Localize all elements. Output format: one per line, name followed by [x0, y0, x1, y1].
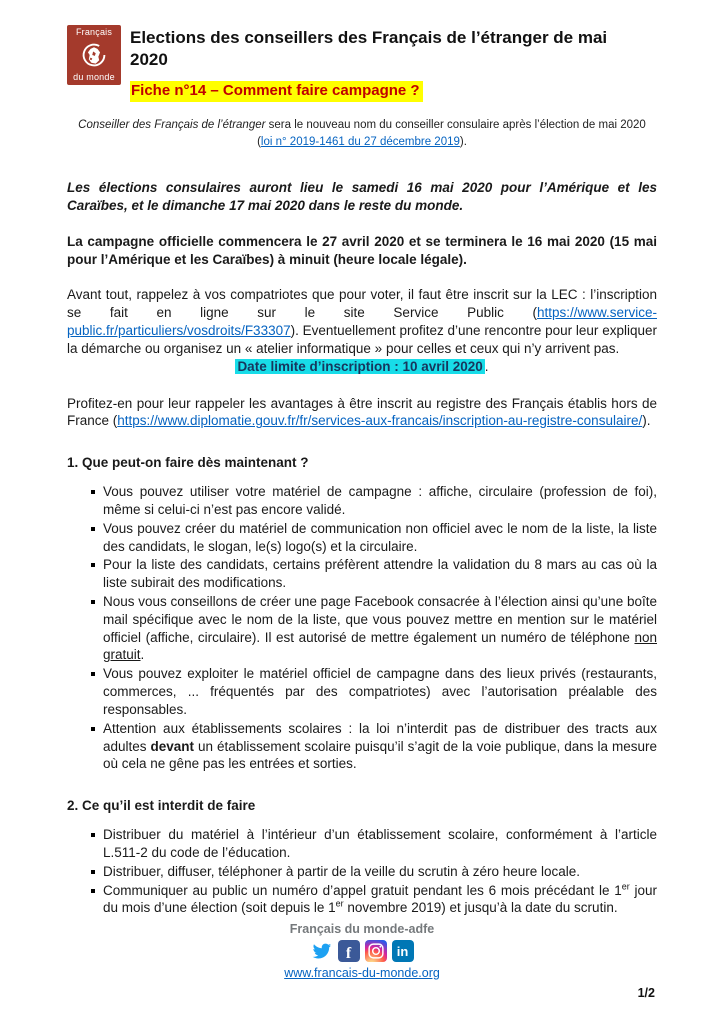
subtitle-paren-close: ). [459, 135, 467, 148]
list-item-text: Nous vous conseillons de créer une page Facebook consacrée à l’élection ainsi qu’une boîte mail spécifique avec le nom de la liste, que vous pouvez mettre en mention sur le matériel officiel (affiche, circulaire). Il est autorisé de mettre également un numéro de téléphone [103, 594, 657, 645]
deadline-line [67, 358, 657, 376]
p3-text: Avant tout, rappelez à vos compatriotes que pour voter, il faut être inscrit sur la LEC : l’inscription se fait en ligne sur le site Service Public ( [67, 287, 657, 321]
dates-paragraph: Les élections consulaires auront lieu le samedi 16 mai 2020 pour l’Amérique et les Caraïbes, et le dimanche 17 mai 2020 dans le reste du monde. [67, 180, 657, 214]
francais-du-monde-logo [67, 25, 121, 85]
list-item-text: Vous pouvez créer du matériel de communication non officiel avec le nom de la liste, la liste des candidats, le slogan, le(s) logo(s) et la circulaire. [103, 520, 657, 554]
linkedin-glyph: in [396, 943, 409, 959]
list-item-text: Pour la liste des candidats, certains préfèrent attendre la validation du 8 mars au cas où la liste subirait des modifications. [103, 557, 657, 591]
list-item-text: Distribuer, diffuser, téléphoner à partir de la veille du scrutin à zéro heure locale. [103, 863, 581, 879]
list-item-text: jour du mois d’une élection (soit depuis le 1 [103, 882, 658, 916]
voter-registration-paragraph [67, 286, 657, 357]
list-item-text: un établissement scolaire puisqu’il s’agit de la voie publique, dans la mesure où cela ne gêne pas les entrées et sorties. [103, 738, 657, 772]
document-header [67, 25, 657, 102]
p3-text-after: ). Eventuellement profitez d’une rencontre pour leur expliquer la démarche ou organisez un « atelier informatique » pour celles et ceux qui n’y arrivent pas. [67, 323, 657, 356]
list-item [91, 520, 657, 556]
footer-org-name: Français du monde-adfe [289, 922, 435, 936]
section2-list [91, 826, 657, 917]
list-item-text: . [140, 647, 145, 663]
superscript: er [621, 881, 630, 892]
subtitle-paren: ( [257, 135, 261, 148]
subtitle-line1 [67, 117, 657, 134]
list-item [91, 720, 657, 773]
logo-text-bottom: du monde [73, 72, 115, 82]
p4-text: Profitez-en pour leur rappeler les avantages à être inscrit au registre des Français établis hors de France ( [67, 395, 657, 429]
list-item-text: novembre 2019) et jusqu’à la date du scrutin. [343, 900, 618, 916]
subtitle-line2 [67, 134, 657, 151]
deadline-highlight: Date limite d’inscription : 10 avril 2020 [237, 358, 483, 374]
list-item [91, 826, 657, 862]
list-item [91, 882, 657, 918]
list-item-text: Communiquer au public un numéro d’appel gratuit pendant les 6 mois précédant le 1 [103, 882, 622, 898]
campaign-period-paragraph: La campagne officielle commencera le 27 avril 2020 et se terminera le 16 mai 2020 (15 mai pour l’Amérique et les Caraïbes) à minuit (heure locale légale). [67, 233, 657, 267]
list-item [91, 863, 657, 881]
p4-text-after: ). [642, 413, 651, 429]
page-title: Elections des conseillers des Français de l’étranger de mai 2020 [130, 28, 608, 70]
list-item [91, 593, 657, 664]
list-item [91, 483, 657, 519]
list-item-text: Attention aux établissements scolaires : la loi n’interdit pas de distribuer des tracts aux adultes [103, 720, 657, 754]
linkedin-icon[interactable] [392, 940, 414, 962]
page-number: 1/2 [637, 986, 655, 1000]
list-item-text: Vous pouvez exploiter le matériel officiel de campagne dans des lieux privés (restaurants, commerces, ... fréquentés par des compatriotes) avec l’autorisation préalable des responsables. [103, 666, 657, 717]
section2-heading: 2. Ce qu’il est interdit de faire [67, 798, 256, 814]
facebook-icon[interactable] [338, 940, 360, 962]
facebook-glyph: f [345, 945, 352, 962]
logo-text-top: Français [75, 27, 113, 37]
website-link[interactable]: www.francais-du-monde.org [284, 966, 440, 980]
fiche-heading: Fiche n°14 – Comment faire campagne ? [130, 81, 423, 102]
subtitle [67, 117, 657, 150]
list-item-text: Vous pouvez utiliser votre matériel de campagne : affiche, circulaire (profession de foi), même si celui-ci n’est pas encore validé. [103, 484, 657, 517]
subtitle-rest: sera le nouveau nom du conseiller consulaire après l’élection de mai 2020 [265, 118, 646, 131]
registre-paragraph [67, 395, 657, 431]
twitter-icon[interactable] [311, 940, 333, 962]
list-item-underlined-text: non gratuit [103, 629, 657, 663]
instagram-icon[interactable] [365, 940, 387, 962]
section1-heading: 1. Que peut-on faire dès maintenant ? [67, 455, 309, 471]
deadline-period: . [484, 358, 489, 374]
subtitle-italic: Conseiller des Français de l’étranger [78, 118, 266, 131]
service-public-link[interactable]: https://www.service-public.fr/particuliers/vosdroits/F33307 [67, 305, 657, 339]
superscript: er [335, 898, 344, 909]
diplomatie-link[interactable]: https://www.diplomatie.gouv.fr/fr/services-aux-francais/inscription-au-registre-consulaire/ [117, 413, 643, 429]
social-icons-row [0, 940, 724, 962]
section1-list [91, 483, 657, 773]
law-link[interactable]: loi n° 2019-1461 du 27 décembre 2019 [260, 135, 460, 148]
logo-globe-icon [81, 42, 107, 68]
list-item-bold-text: devant [150, 738, 195, 754]
list-item-text: Distribuer du matériel à l’intérieur d’un établissement scolaire, conformément à l’article L.511-2 du code de l’éducation. [103, 827, 657, 860]
list-item [91, 556, 657, 592]
footer [0, 922, 724, 982]
list-item [91, 665, 657, 718]
